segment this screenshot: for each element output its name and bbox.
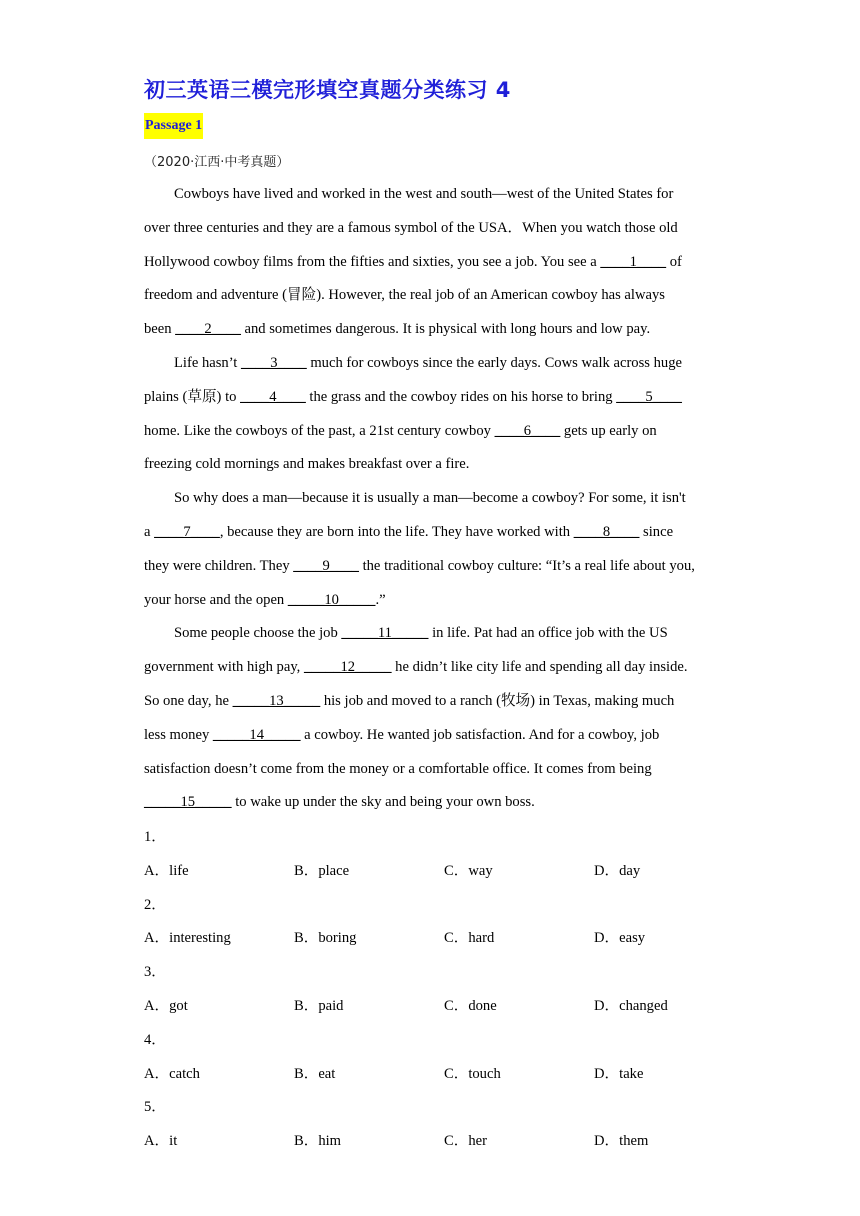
option-a: A．life xyxy=(144,862,189,879)
passage-text: a cowboy. He wanted job satisfaction. And for a cowboy, job xyxy=(300,726,660,743)
option-b: B．eat xyxy=(294,1065,336,1082)
passage-text: freedom and adventure (冒险). However, the real job of an American cowboy has always xyxy=(144,287,665,304)
answer-blank: ____8____ xyxy=(573,523,640,540)
option-c: C．way xyxy=(444,862,493,879)
passage-line xyxy=(144,313,724,347)
answer-blank: ____7____ xyxy=(154,523,220,540)
answer-blank: ____6____ xyxy=(494,422,561,439)
option-d: D．day xyxy=(594,862,641,879)
option-c: C．hard xyxy=(444,930,495,947)
passage-text: in life. Pat had an office job with the US xyxy=(428,625,668,642)
source-note: （2020·江西·中考真题） xyxy=(144,155,290,170)
passage-line xyxy=(144,381,724,415)
passage-text: less money xyxy=(144,726,213,743)
question-number: 4． xyxy=(144,1031,166,1048)
answer-blank: _____14_____ xyxy=(212,726,301,743)
passage-text: over three centuries and they are a famous symbol of the USA．When you watch those old xyxy=(144,219,678,236)
question-options xyxy=(144,990,744,1024)
passage-text: gets up early on xyxy=(560,422,657,439)
passage-text: since xyxy=(639,523,674,540)
answer-blank: ____2____ xyxy=(175,321,241,338)
passage-line xyxy=(144,347,724,381)
question-number: 2． xyxy=(144,896,166,913)
passage-body xyxy=(144,178,724,820)
passage-text: plains (草原) to xyxy=(144,388,241,405)
passage-text: freezing cold mornings and makes breakfast over a fire. xyxy=(144,456,470,473)
passage-text: your horse and the open xyxy=(144,591,288,608)
passage-line xyxy=(144,212,724,246)
page-title: 初三英语三模完形填空真题分类练习 4 xyxy=(144,78,511,102)
answer-blank: ____1____ xyxy=(600,253,667,270)
answer-blank: _____11_____ xyxy=(341,625,429,642)
passage-text: the grass and the cowboy rides on his horse to bring xyxy=(305,388,617,405)
passage-text: the traditional cowboy culture: “It’s a real life about you, xyxy=(358,557,695,574)
question-number: 1． xyxy=(144,829,166,845)
passage-label: Passage 1 xyxy=(144,113,203,139)
passage-line xyxy=(144,246,724,280)
passage-line xyxy=(144,753,724,787)
option-b: B．boring xyxy=(294,930,357,947)
option-d: D．easy xyxy=(594,930,646,947)
passage-text: government with high pay, xyxy=(144,659,304,676)
passage-text: satisfaction doesn’t come from the money or a comfortable office. It comes from being xyxy=(144,760,652,777)
passage-text: Cowboys have lived and worked in the west and south—west of the United States for xyxy=(174,186,674,202)
question-list xyxy=(144,821,744,1159)
option-a: A．it xyxy=(144,1133,178,1150)
passage-text: a xyxy=(144,523,155,540)
passage-line xyxy=(144,448,724,482)
answer-blank: ____3____ xyxy=(241,354,307,371)
passage-text: and sometimes dangerous. It is physical with long hours and low pay. xyxy=(240,321,651,338)
question-number: 5． xyxy=(144,1099,166,1116)
option-d: D．them xyxy=(594,1133,649,1150)
passage-text: home. Like the cowboys of the past, a 21st century cowboy xyxy=(144,422,495,439)
option-b: B．paid xyxy=(294,997,344,1014)
question-options xyxy=(144,1058,744,1092)
answer-blank: ____5____ xyxy=(616,388,682,405)
passage-line xyxy=(144,786,724,820)
passage-text: of xyxy=(666,253,682,270)
passage-text: his job and moved to a ranch (牧场) in Texas, making much xyxy=(320,692,675,709)
option-c: C．her xyxy=(444,1133,487,1150)
passage-line xyxy=(144,685,724,719)
passage-text: .” xyxy=(375,591,386,608)
option-d: D．take xyxy=(594,1065,644,1082)
answer-blank: ____9____ xyxy=(293,557,359,574)
passage-line xyxy=(144,279,724,313)
passage-text: much for cowboys since the early days. Cows walk across huge xyxy=(306,354,682,371)
option-d: D．changed xyxy=(594,997,668,1014)
passage-line xyxy=(144,617,724,651)
answer-blank: _____13_____ xyxy=(232,692,321,709)
option-c: C．touch xyxy=(444,1065,501,1082)
question-number: 3． xyxy=(144,964,166,981)
passage-text: Hollywood cowboy films from the fifties and sixties, you see a job. You see a xyxy=(144,253,601,270)
option-b: B．him xyxy=(294,1133,342,1150)
passage-line xyxy=(144,550,724,584)
option-a: A．catch xyxy=(144,1065,200,1082)
passage-line xyxy=(144,584,724,618)
passage-line xyxy=(144,516,724,550)
passage-text: Some people choose the job xyxy=(174,625,342,642)
answer-blank: _____15_____ xyxy=(144,794,232,811)
option-b: B．place xyxy=(294,862,350,879)
passage-text: So why does a man—because it is usually a man—become a cowboy? For some, it isn't xyxy=(174,490,686,507)
passage-text: to wake up under the sky and being your own boss. xyxy=(231,794,535,811)
passage-line xyxy=(144,651,724,685)
passage-line xyxy=(144,415,724,449)
passage-text: they were children. They xyxy=(144,557,294,574)
question-options xyxy=(144,855,744,889)
option-c: C．done xyxy=(444,997,497,1014)
question-options xyxy=(144,1125,744,1159)
passage-line xyxy=(144,482,724,516)
passage-line xyxy=(144,178,724,212)
answer-blank: ____4____ xyxy=(240,388,306,405)
answer-blank: _____12_____ xyxy=(303,659,392,676)
passage-line xyxy=(144,719,724,753)
passage-text: , because they are born into the life. They have worked with xyxy=(219,523,574,540)
passage-text: been xyxy=(144,321,176,338)
option-a: A．interesting xyxy=(144,930,231,947)
answer-blank: _____10_____ xyxy=(287,591,376,608)
option-a: A．got xyxy=(144,997,188,1014)
question-options xyxy=(144,922,744,956)
passage-text: he didn’t like city life and spending all day inside. xyxy=(391,659,688,676)
passage-text: Life hasn’t xyxy=(174,354,242,371)
passage-text: So one day, he xyxy=(144,692,233,709)
